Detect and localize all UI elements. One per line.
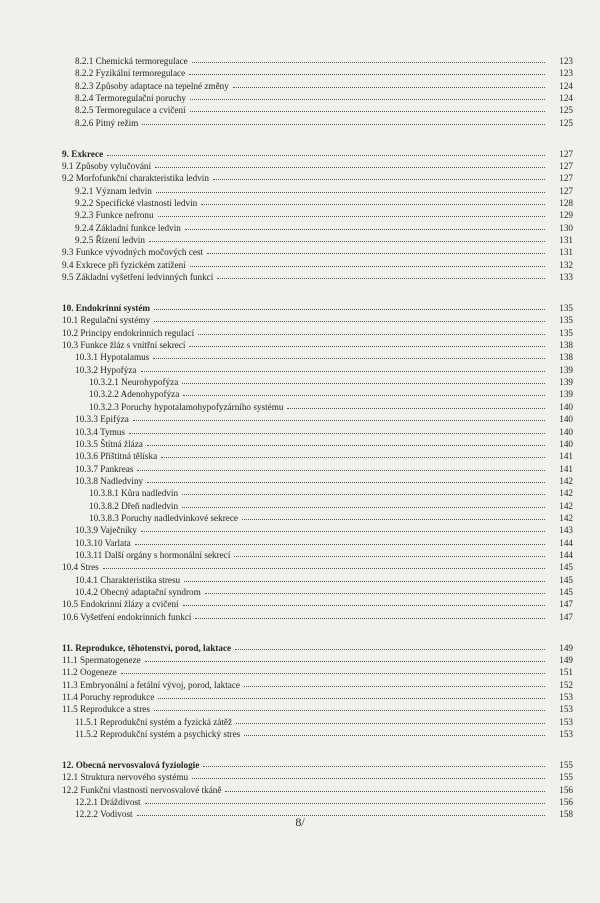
- dot-leader: [183, 394, 545, 396]
- toc-entry-title: 10.3 Funkce žláz s vnitřní sekrecí: [62, 340, 186, 350]
- toc-entry-page: 127: [559, 185, 573, 196]
- toc-entry-title: 10.3.2 Hypofýza: [75, 364, 137, 375]
- toc-entry[interactable]: [0, 678, 600, 690]
- toc-entry-page: 125: [559, 105, 573, 116]
- toc-entry[interactable]: [0, 196, 600, 208]
- toc-entry[interactable]: [0, 585, 600, 597]
- dot-leader: [103, 567, 545, 569]
- toc-entry-title: 9.4 Exkrece při fyzickém zatížení: [62, 259, 186, 270]
- toc-entry-title: 10.3.1 Hypotalamus: [75, 352, 150, 363]
- dot-leader: [184, 580, 545, 582]
- toc-entry-title: 9. Exkrece: [62, 148, 104, 159]
- toc-entry-page: 140: [559, 414, 573, 425]
- toc-entry[interactable]: [0, 54, 600, 66]
- toc-entry-title: 10.5 Endokrinní žlázy a cvičení: [62, 599, 179, 610]
- toc-entry[interactable]: [0, 91, 600, 103]
- toc-entry-page: 139: [559, 377, 573, 388]
- toc-entry[interactable]: [0, 610, 600, 622]
- toc-entry-title: 11.4 Poruchy reprodukce: [62, 692, 155, 702]
- toc-entry[interactable]: [0, 79, 600, 91]
- toc-entry-page: 133: [559, 272, 573, 283]
- dot-leader: [242, 518, 545, 520]
- toc-entry[interactable]: [0, 523, 600, 535]
- toc-entry-page: 139: [559, 364, 573, 375]
- dot-leader: [154, 308, 545, 310]
- toc-entry[interactable]: [0, 795, 600, 807]
- toc-entry-page: 151: [559, 667, 573, 678]
- toc-entry-page: 128: [559, 198, 573, 208]
- toc-entry-title: 11.1 Spermatogeneze: [62, 654, 141, 665]
- toc-entry-title: 11. Reprodukce, těhotenství, porod, laktace: [62, 642, 232, 653]
- toc-entry[interactable]: [0, 258, 600, 270]
- toc-entry[interactable]: [0, 727, 600, 739]
- toc-entry[interactable]: [0, 338, 600, 350]
- toc-entry[interactable]: [0, 499, 600, 511]
- toc-entry-page: 135: [559, 327, 573, 338]
- toc-entry-page: 145: [559, 574, 573, 585]
- dot-leader: [158, 697, 545, 699]
- page-number: 8/: [295, 815, 305, 829]
- toc-entry-page: 129: [559, 210, 573, 221]
- toc-entry-title: 10.3.7 Pankreas: [75, 463, 134, 474]
- toc-entry[interactable]: [0, 653, 600, 665]
- toc-entry-title: 8.2.1 Chemická termoregulace: [75, 56, 188, 66]
- toc-entry-title: 11.5.1 Reprodukční systém a fyzická zátěž: [75, 716, 233, 727]
- toc-entry[interactable]: [0, 597, 600, 609]
- toc-entry-title: 8.2.6 Pitný režim: [75, 117, 139, 128]
- toc-entry-title: 12.2 Funkční vlastnosti nervosvalové tkáně: [62, 784, 222, 795]
- toc-entry-page: 149: [559, 654, 573, 665]
- dot-leader: [235, 648, 545, 650]
- toc-entry-title: 10.3.8 Nadledviny: [75, 475, 144, 486]
- dot-leader: [198, 333, 545, 335]
- dot-leader: [244, 685, 545, 687]
- toc-entry-title: 10.3.2.3 Poruchy hypotalamohypofyzárního systému: [89, 401, 284, 412]
- toc-entry-page: 153: [559, 704, 573, 715]
- toc-entry-title: 9.1 Způsoby vylučování: [62, 160, 152, 171]
- toc-entry[interactable]: [0, 245, 600, 257]
- dot-leader: [182, 493, 545, 495]
- toc-entry[interactable]: [0, 560, 600, 572]
- toc-entry-page: 127: [559, 148, 573, 159]
- toc-entry[interactable]: [0, 116, 600, 128]
- dot-leader: [154, 709, 545, 711]
- toc-entry-title: 8.2.3 Způsoby adaptace na tepelné změny: [75, 80, 229, 91]
- toc-entry-title: 8.2.4 Termoregulační poruchy: [75, 93, 186, 103]
- toc-entry[interactable]: [0, 412, 600, 424]
- dot-leader: [225, 790, 545, 792]
- toc-entry-page: 156: [559, 784, 573, 795]
- toc-entry[interactable]: [0, 350, 600, 362]
- toc-entry[interactable]: [0, 783, 600, 795]
- dot-leader: [195, 617, 545, 619]
- dot-leader: [287, 407, 545, 409]
- toc-entry[interactable]: [0, 536, 600, 548]
- dot-leader: [155, 166, 545, 168]
- toc-entry-title: 11.3 Embryonální a fetální vývoj, porod, laktace: [62, 679, 240, 690]
- toc-entry-page: 139: [559, 389, 573, 400]
- dot-leader: [244, 734, 545, 736]
- toc-entry-page: 143: [559, 525, 573, 536]
- dot-leader: [234, 555, 545, 557]
- toc-entry-page: 158: [559, 809, 573, 820]
- toc-entry-page: 153: [559, 729, 573, 739]
- toc-entry-page: 131: [559, 247, 573, 258]
- dot-leader: [185, 228, 545, 230]
- toc-entry-page: 147: [559, 611, 573, 622]
- toc-entry-page: 144: [559, 550, 573, 560]
- toc-entry-title: 10.3.4 Tymus: [75, 426, 125, 437]
- dot-leader: [182, 382, 545, 384]
- toc-entry-title: 10.3.2.1 Neurohypofýza: [89, 377, 179, 388]
- toc-entry[interactable]: [0, 171, 600, 183]
- toc-entry[interactable]: [0, 702, 600, 714]
- toc-entry-title: 10.6 Vyšetření endokrinních funkcí: [62, 611, 192, 622]
- toc-entry-page: 123: [559, 56, 573, 66]
- toc-entry-page: 140: [559, 426, 573, 437]
- toc-entry[interactable]: [0, 147, 600, 159]
- dot-leader: [207, 252, 545, 254]
- dot-leader: [147, 481, 545, 483]
- toc-entry-title: 9.2.3 Funkce nefronu: [75, 210, 154, 221]
- toc-entry[interactable]: [0, 437, 600, 449]
- dot-leader: [142, 123, 545, 125]
- toc-entry[interactable]: [0, 449, 600, 461]
- toc-entry-page: 155: [559, 772, 573, 783]
- dot-leader: [205, 592, 545, 594]
- toc-entry[interactable]: [0, 221, 600, 233]
- dot-leader: [213, 178, 545, 180]
- toc-entry-title: 11.5.2 Reprodukční systém a psychický stres: [75, 729, 241, 739]
- toc-entry[interactable]: [0, 690, 600, 702]
- dot-leader: [107, 154, 545, 156]
- dot-leader: [190, 265, 545, 267]
- toc-entry[interactable]: [0, 363, 600, 375]
- toc-entry-title: 10.3.8.1 Kůra nadledvin: [89, 488, 179, 499]
- dot-leader: [121, 672, 545, 674]
- toc-entry-title: 10.4.1 Charakteristika stresu: [75, 574, 181, 585]
- toc-entry[interactable]: [0, 233, 600, 245]
- toc-entry-title: 10.3.11 Další orgány s hormonální sekrecí: [75, 550, 231, 560]
- toc-entry[interactable]: [0, 301, 600, 313]
- toc-entry-title: 12. Obecná nervosvalová fyziologie: [62, 759, 200, 770]
- toc-entry[interactable]: [0, 758, 600, 770]
- toc-entry-page: 130: [559, 222, 573, 233]
- toc-entry-title: 8.2.5 Termoregulace a cvičení: [75, 105, 186, 116]
- toc-entry-title: 9.2.1 Význam ledvin: [75, 185, 152, 196]
- toc-entry-title: 10.3.3 Epifýza: [75, 414, 129, 425]
- toc-entry[interactable]: [0, 511, 600, 523]
- dot-leader: [156, 191, 545, 193]
- toc-entry-page: 138: [559, 340, 573, 350]
- toc-entry-page: 141: [559, 463, 573, 474]
- toc-entry-title: 9.2.5 Řízení ledvin: [75, 235, 145, 245]
- toc-entry-page: 142: [559, 500, 573, 511]
- toc-entry-page: 152: [559, 679, 573, 690]
- toc-entry[interactable]: [0, 400, 600, 412]
- toc-entry-title: 12.2.1 Dráždivost: [75, 796, 141, 807]
- toc-entry-page: 140: [559, 438, 573, 449]
- dot-leader: [192, 777, 545, 779]
- toc-entry[interactable]: [0, 462, 600, 474]
- dot-leader: [201, 203, 545, 205]
- toc-entry-page: 153: [559, 692, 573, 702]
- toc-entry-page: 142: [559, 475, 573, 486]
- dot-leader: [145, 802, 545, 804]
- toc-entry-title: 8.2.2 Fyzikální termoregulace: [75, 68, 186, 79]
- toc-entry-title: 10.3.5 Štítná žláza: [75, 438, 143, 449]
- dot-leader: [182, 506, 545, 508]
- toc-entry-title: 9.2.2 Specifické vlastnosti ledvin: [75, 198, 198, 208]
- dot-leader: [217, 277, 545, 279]
- toc-entry-page: 127: [559, 160, 573, 171]
- toc-entry-title: 10.4 Stres: [62, 562, 99, 573]
- toc-entry-page: 135: [559, 302, 573, 313]
- dot-leader: [129, 432, 545, 434]
- toc-entry[interactable]: [0, 715, 600, 727]
- dot-leader: [236, 722, 545, 724]
- toc-entry[interactable]: [0, 159, 600, 171]
- toc-entry[interactable]: [0, 474, 600, 486]
- toc-entry[interactable]: [0, 665, 600, 677]
- toc-entry-title: 10. Endokrinní systém: [62, 302, 151, 313]
- dot-leader: [137, 469, 545, 471]
- toc-entry-page: 144: [559, 537, 573, 548]
- toc-entry[interactable]: [0, 770, 600, 782]
- toc-entry-page: 127: [559, 173, 573, 184]
- toc-entry-title: 12.2.2 Vodivost: [75, 809, 133, 820]
- toc-entry-title: 10.3.8.3 Poruchy nadledvinkové sekrece: [89, 512, 239, 523]
- dot-leader: [141, 530, 545, 532]
- toc-entry-title: 9.2.4 Základní funkce ledvin: [75, 222, 181, 233]
- toc-entry-page: 132: [559, 259, 573, 270]
- toc-entry-page: 135: [559, 315, 573, 326]
- toc-entry[interactable]: [0, 486, 600, 498]
- toc-entry-page: 131: [559, 235, 573, 245]
- toc-entry-title: 10.2 Principy endokrinních regulací: [62, 327, 195, 338]
- toc-entry-title: 9.2 Morfofunkční charakteristika ledvin: [62, 173, 209, 184]
- toc-entry-title: 10.1 Regulační systémy: [62, 315, 151, 326]
- dot-leader: [190, 110, 545, 112]
- toc-entry[interactable]: [0, 208, 600, 220]
- toc-entry-page: 155: [559, 759, 573, 770]
- toc-entry-page: 123: [559, 68, 573, 79]
- dot-leader: [233, 86, 545, 88]
- dot-leader: [190, 98, 545, 100]
- toc-entry[interactable]: [0, 548, 600, 560]
- toc-entry-title: 10.3.2.2 Adenohypofýza: [89, 389, 180, 400]
- dot-leader: [161, 456, 545, 458]
- toc-entry-page: 149: [559, 642, 573, 653]
- dot-leader: [158, 215, 545, 217]
- toc-entry-page: 145: [559, 562, 573, 573]
- toc-entry-page: 153: [559, 716, 573, 727]
- dot-leader: [154, 320, 545, 322]
- toc-entry-page: 125: [559, 117, 573, 128]
- dot-leader: [203, 765, 545, 767]
- toc-entry-page: 156: [559, 796, 573, 807]
- dot-leader: [145, 660, 545, 662]
- dot-leader: [141, 370, 546, 372]
- toc-entry-page: 141: [559, 451, 573, 462]
- toc-entry-page: 138: [559, 352, 573, 363]
- toc-entry-title: 11.2 Oogeneze: [62, 667, 117, 678]
- dot-leader: [149, 240, 545, 242]
- dot-leader: [147, 444, 545, 446]
- toc-entry-page: 140: [559, 401, 573, 412]
- toc-entry[interactable]: [0, 326, 600, 338]
- toc-entry[interactable]: [0, 313, 600, 325]
- toc-entry[interactable]: [0, 103, 600, 115]
- toc-entry-title: 9.5 Základní vyšetření ledvinných funkcí: [62, 272, 214, 283]
- toc-entry[interactable]: [0, 66, 600, 78]
- toc-entry[interactable]: [0, 573, 600, 585]
- dot-leader: [189, 73, 545, 75]
- toc-entry[interactable]: [0, 425, 600, 437]
- toc-entry-page: 142: [559, 512, 573, 523]
- toc-entry-page: 142: [559, 488, 573, 499]
- dot-leader: [183, 604, 545, 606]
- toc-entry-title: 10.3.9 Vaječníky: [75, 525, 137, 536]
- toc-entry[interactable]: [0, 184, 600, 196]
- dot-leader: [189, 345, 545, 347]
- dot-leader: [135, 543, 545, 545]
- toc-entry[interactable]: [0, 270, 600, 282]
- toc-entry-title: 11.5 Reprodukce a stres: [62, 704, 150, 715]
- toc-entry[interactable]: [0, 375, 600, 387]
- toc-entry-title: 10.3.10 Varlata: [75, 537, 131, 548]
- toc-entry-title: 10.3.6 Příštitná tělíska: [75, 451, 158, 462]
- dot-leader: [192, 61, 545, 63]
- toc-entry-page: 124: [559, 93, 573, 103]
- toc-entry-title: 10.3.8.2 Dřeň nadledvin: [89, 500, 179, 511]
- toc-entry-title: 9.3 Funkce vývodných močových cest: [62, 247, 204, 258]
- dot-leader: [133, 419, 545, 421]
- toc-entry-title: 12.1 Struktura nervového systému: [62, 772, 189, 783]
- toc-entry-page: 124: [559, 80, 573, 91]
- toc-entry[interactable]: [0, 641, 600, 653]
- toc-entry-page: 147: [559, 599, 573, 610]
- dot-leader: [153, 357, 545, 359]
- toc-entry-page: 145: [559, 587, 573, 597]
- toc-entry[interactable]: [0, 387, 600, 399]
- toc-entry-title: 10.4.2 Obecný adaptační syndrom: [75, 587, 201, 597]
